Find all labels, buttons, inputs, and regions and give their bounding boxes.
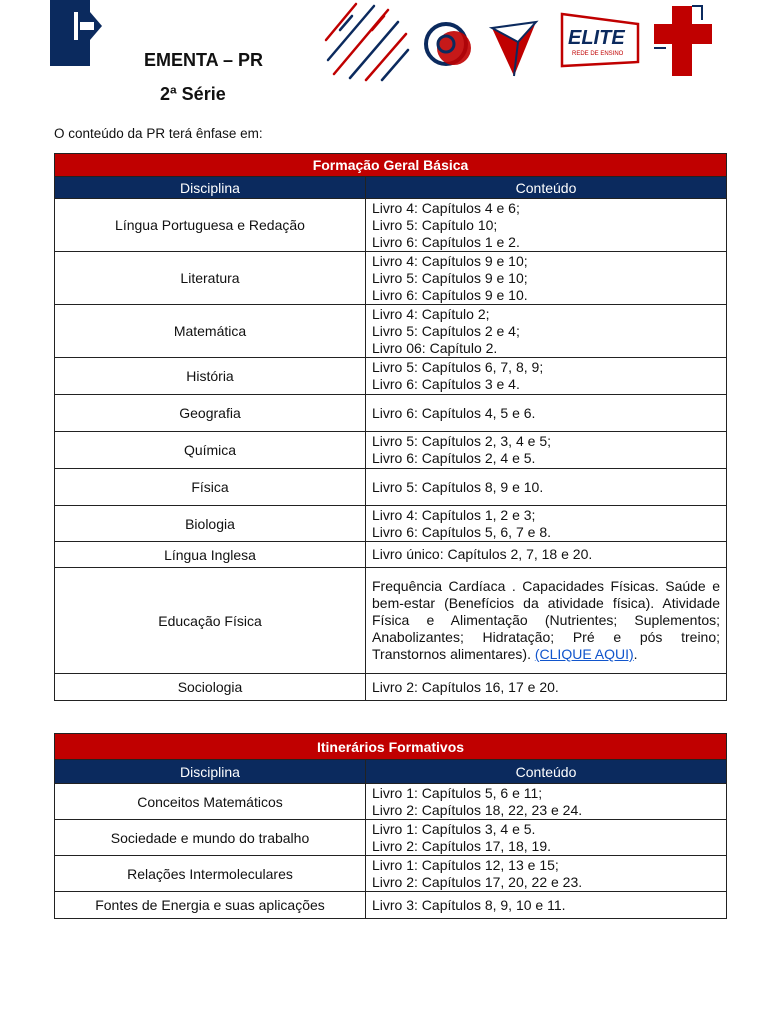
discipline-cell: Matemática xyxy=(55,305,366,358)
table-row xyxy=(55,506,727,542)
content-cell: Livro 3: Capítulos 8, 9, 10 e 11. xyxy=(366,892,727,919)
content-cell: Livro 5: Capítulos 2, 3, 4 e 5; Livro 6: Capítulos 2, 4 e 5. xyxy=(366,432,727,469)
diagonal-stripes-pattern-icon xyxy=(326,4,408,80)
content-cell: Livro 4: Capítulos 4 e 6; Livro 5: Capítulo 10; Livro 6: Capítulos 1 e 2. xyxy=(366,199,727,252)
content-cell: Frequência Cardíaca . Capacidades Físicas. Saúde e bem-estar (Benefícios da atividade física). Atividade Física e Alimentação (Nutrientes; Suplementos; Anabolizantes; Hidratação; Pré e pós treino; Transtornos alimentares). (CLIQUE AQUI). xyxy=(366,568,727,674)
content-cell: Livro único: Capítulos 2, 7, 18 e 20. xyxy=(366,542,727,568)
discipline-cell: Literatura xyxy=(55,252,366,305)
discipline-cell: Química xyxy=(55,432,366,469)
discipline-cell: Sociedade e mundo do trabalho xyxy=(55,820,366,856)
triangle-logo-icon xyxy=(492,22,536,76)
itf-table-title: Itinerários Formativos xyxy=(55,734,727,760)
discipline-cell: Relações Intermoleculares xyxy=(55,856,366,892)
fgb-col-discipline: Disciplina xyxy=(55,177,366,199)
table-row xyxy=(55,820,727,856)
content-cell: Livro 4: Capítulo 2; Livro 5: Capítulos 2 e 4; Livro 06: Capítulo 2. xyxy=(366,305,727,358)
content-cell: Livro 1: Capítulos 12, 13 e 15; Livro 2: Capítulos 17, 20, 22 e 23. xyxy=(366,856,727,892)
table-row xyxy=(55,542,727,568)
table-row xyxy=(55,358,727,395)
itf-col-discipline: Disciplina xyxy=(55,760,366,784)
circle-logo-icon xyxy=(426,24,471,65)
table-row xyxy=(55,199,727,252)
content-cell: Livro 1: Capítulos 3, 4 e 5. Livro 2: Capítulos 17, 18, 19. xyxy=(366,820,727,856)
itf-col-content: Conteúdo xyxy=(366,760,727,784)
header-logos xyxy=(322,0,716,82)
page-subtitle: 2ª Série xyxy=(160,84,226,104)
table-row xyxy=(55,432,727,469)
discipline-cell: Língua Portuguesa e Redação xyxy=(55,199,366,252)
table-row xyxy=(55,305,727,358)
svg-text:ELITE: ELITE xyxy=(568,27,625,49)
intro-text: O conteúdo da PR terá ênfase em: xyxy=(54,126,263,141)
discipline-cell: Língua Inglesa xyxy=(55,542,366,568)
fgb-table-title: Formação Geral Básica xyxy=(55,154,727,177)
content-cell: Livro 2: Capítulos 16, 17 e 20. xyxy=(366,674,727,701)
svg-text:REDE DE ENSINO: REDE DE ENSINO xyxy=(572,51,624,57)
content-cell: Livro 1: Capítulos 5, 6 e 11; Livro 2: Capítulos 18, 22, 23 e 24. xyxy=(366,784,727,820)
content-cell: Livro 5: Capítulos 8, 9 e 10. xyxy=(366,469,727,506)
fgb-table xyxy=(54,153,727,701)
discipline-cell: Sociologia xyxy=(55,674,366,701)
discipline-cell: Conceitos Matemáticos xyxy=(55,784,366,820)
itf-table xyxy=(54,733,727,919)
table-row xyxy=(55,568,727,674)
discipline-cell: Educação Física xyxy=(55,568,366,674)
discipline-cell: História xyxy=(55,358,366,395)
content-cell: Livro 4: Capítulos 9 e 10; Livro 5: Capítulos 9 e 10; Livro 6: Capítulos 9 e 10. xyxy=(366,252,727,305)
table-row xyxy=(55,252,727,305)
table-row xyxy=(55,784,727,820)
content-cell: Livro 6: Capítulos 4, 5 e 6. xyxy=(366,395,727,432)
table-row xyxy=(55,395,727,432)
table-row xyxy=(55,856,727,892)
page-title: EMENTA – PR xyxy=(144,50,264,70)
school-logo-icon xyxy=(50,0,102,66)
elite-logo-icon xyxy=(562,14,638,66)
discipline-cell: Geografia xyxy=(55,395,366,432)
content-cell: Livro 4: Capítulos 1, 2 e 3; Livro 6: Capítulos 5, 6, 7 e 8. xyxy=(366,506,727,542)
red-cross-logo-icon xyxy=(654,6,712,76)
table-row xyxy=(55,892,727,919)
table-row xyxy=(55,469,727,506)
discipline-cell: Física xyxy=(55,469,366,506)
content-cell: Livro 5: Capítulos 6, 7, 8, 9; Livro 6: Capítulos 3 e 4. xyxy=(366,358,727,395)
discipline-cell: Fontes de Energia e suas aplicações xyxy=(55,892,366,919)
fgb-col-content: Conteúdo xyxy=(366,177,727,199)
table-row xyxy=(55,674,727,701)
discipline-cell: Biologia xyxy=(55,506,366,542)
clique-aqui-link[interactable]: (CLIQUE AQUI) xyxy=(534,646,634,662)
